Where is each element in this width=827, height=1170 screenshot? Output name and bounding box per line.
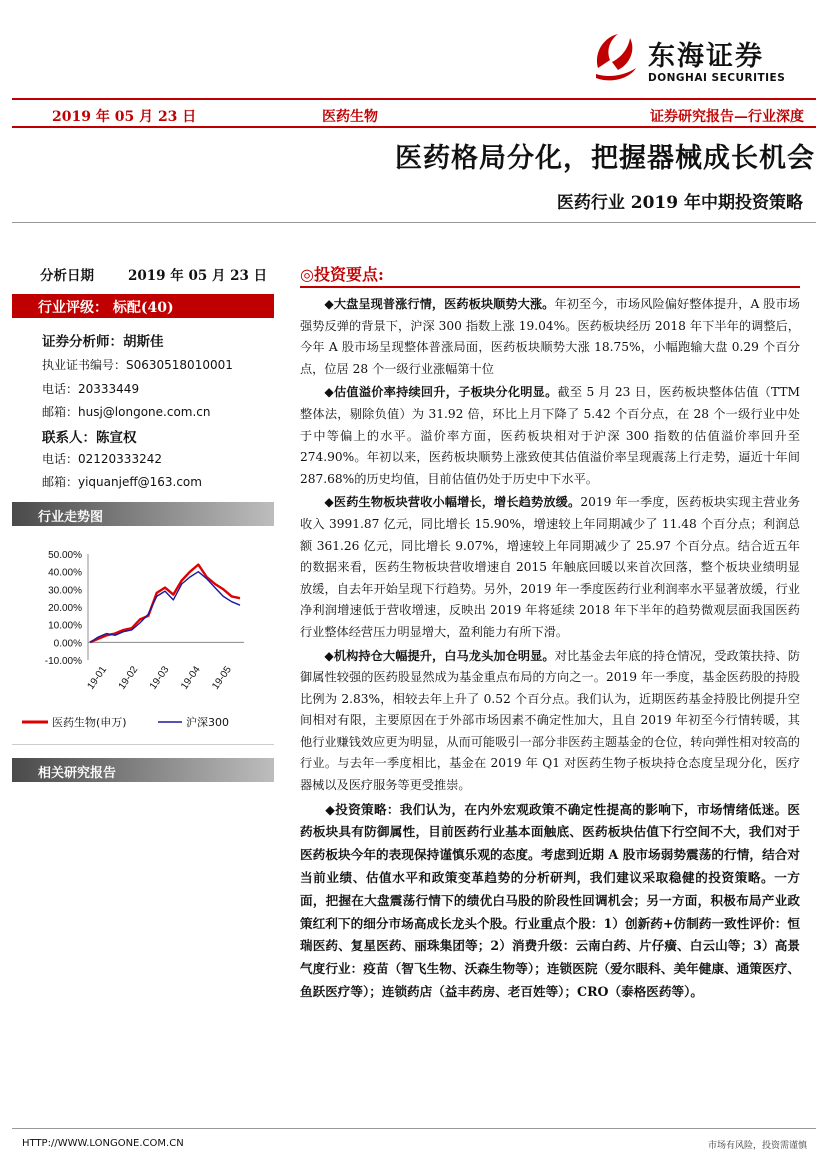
x-tick-label: 19-04	[179, 664, 203, 692]
logo-cn-text: 东海证券	[648, 41, 764, 72]
report-title: 医药格局分化，把握器械成长机会	[395, 143, 815, 174]
report-subtitle: 医药行业 2019 年中期投资策略	[556, 193, 803, 213]
industry-trend-chart	[12, 540, 274, 740]
y-tick-label: -10.00%	[44, 656, 82, 667]
industry-rating: 行业评级： 标配(40)	[12, 294, 274, 318]
license-number: 执业证书编号：S0630518010001	[42, 358, 233, 372]
y-tick-label: 30.00%	[48, 585, 82, 597]
x-tick-label: 19-02	[116, 664, 141, 692]
key-point-text: 2019 年一季度，医药板块实现主营业务收入 3991.87 亿元，同比增长 15.90%，增速较上年同期减少了 11.48 个百分点；利润总额 361.26 亿元，同比增长 9.07%，增速较上年同期减少了 25.97 个百分点。结合近五年的数据来看，医药生物板块营收增速自 2015 年触底回暖以来首次回落，整个板块业绩明显放缓，自去年开始呈现下行趋势。另外，2019 年一季度医药行业利润率水平显著放缓，行业净利润增速低于营收增速，反映出 2019 年将延续 2018 年下半年的趋势微观层面我国医药行业整体经营压力明显增大，盈利能力有所下滑。	[300, 495, 801, 639]
y-tick-label: 40.00%	[48, 567, 82, 579]
y-tick-label: 10.00%	[48, 620, 82, 632]
logo-mark-icon	[590, 28, 642, 84]
contact-email[interactable]: 邮箱：yiquanjeff@163.com	[42, 475, 202, 489]
legend-label: 医药生物(申万)	[52, 716, 127, 729]
divider	[12, 744, 274, 745]
key-point-heading: ◆估值溢价率持续回升，子板块分化明显。	[324, 385, 558, 400]
x-tick-label: 19-01	[85, 664, 110, 692]
related-reports-header: 相关研究报告	[12, 758, 274, 782]
key-points-title: ◎投资要点:	[300, 265, 384, 284]
key-point-text: 对比基金去年底的持仓情况，受政策扶持、防御属性较强的医药股显然成为基金重点布局的方向之一。2019 年一季度，基金医药股的持股比例为 2.83%，相较去年上升了 0.52 个百分点。我们认为，近期医药基金持股比例提升空间相对有限，主要原因在于外部市场因素不确定性加大，且自 2019 年初至今行情转暖，其他行业赚钱效应更为明显，从而可能吸引一部分非医药主题基金的仓位，转向弹性相对较高的行业。与去年一季度相比，基金在 2019 年 Q1 对医药生物子板块持仓态度呈现分化，医疗器械以及医疗服务等更受推崇。	[300, 648, 801, 793]
analyst-email[interactable]: 邮箱：husj@longone.com.cn	[42, 405, 211, 419]
key-point-text: 年初至今，市场风险偏好整体提升，A 股市场强势反弹的背景下，沪深 300 指数上涨 19.04%。医药板块经历 2018 年下半年的调整后，今年 A 股市场呈现整体普涨局面，医药板块顺势大涨 18.75%，小幅跑输大盘 0.29 个百分点，位居 28 个一级行业涨幅第十位	[300, 297, 800, 376]
x-tick-label: 19-05	[210, 664, 234, 692]
key-point-heading: ◆大盘呈现普涨行情，医药板块顺势大涨。	[324, 297, 555, 311]
key-point-text: 截至 5 月 23 日，医药板块整体估值（TTM 整体法，剔除负值）为 31.92 倍，环比上月下降了 5.42 个百分点，在 28 个一级行业中处于中等偏上的水平。溢价率方面，医药板块相对于沪深 300 指数的估值溢价率回升至 274.90%。年初以来，医药板块顺势上涨致使其估值溢价率呈现震荡上行走势，逼近十年间 287.68%的历史均值，目前估值仍处于历史中下水平。	[300, 385, 800, 486]
logo-en-text: DONGHAI SECURITIES	[648, 72, 786, 84]
y-tick-label: 0.00%	[53, 638, 82, 650]
key-point-paragraph	[300, 646, 800, 797]
analysis-date: 2019 年 05 月 23 日	[128, 268, 268, 284]
key-points-body	[300, 294, 800, 1006]
footer-disclaimer: 市场有风险，投资需谨慎	[707, 1141, 807, 1151]
divider	[12, 1128, 816, 1129]
trend-chart-header: 行业走势图	[12, 502, 274, 526]
legend-label: 沪深300	[186, 716, 229, 729]
report-meta-bar	[12, 98, 816, 128]
company-logo	[590, 28, 820, 88]
divider	[300, 286, 800, 288]
key-point-paragraph	[300, 492, 800, 643]
key-point-heading: ◆机构持仓大幅提升，白马龙头加仓明显。	[324, 648, 555, 663]
footer-url[interactable]: HTTP://WWW.LONGONE.COM.CN	[22, 1138, 184, 1149]
analysis-date-label: 分析日期	[40, 268, 94, 284]
report-date: 2019 年 05 月 23 日	[52, 109, 197, 125]
y-tick-label: 50.00%	[48, 550, 82, 561]
analyst-phone: 电话：20333449	[42, 382, 140, 396]
key-point-paragraph	[300, 382, 800, 490]
series-line	[90, 565, 240, 643]
key-point-paragraph	[300, 294, 800, 380]
analyst-name: 证券分析师：胡斯佳	[42, 334, 164, 350]
divider	[12, 222, 816, 223]
series-line	[90, 572, 240, 643]
investment-strategy: ◆投资策略：我们认为，在内外宏观政策不确定性提高的影响下，市场情绪低迷。医药板块具有防御属性，目前医药行业基本面触底、医药板块估值下行空间不大，我们对于医药板块今年的表现保持谨慎乐观的态度。考虑到近期 A 股市场弱势震荡的行情，结合对当前业绩、估值水平和政策变革趋势的分析研判，我们建议采取稳健的投资策略。一方面，把握在大盘震荡行情下的绩优白马股的阶段性回调机会；另一方面，积极布局产业政策红利下的细分市场高成长龙头个股。行业重点个股：1）创新药+仿制药一致性评价：恒瑞医药、复星医药、丽珠集团等；2）消费升级：云南白药、片仔癀、白云山等；3）高景气度行业：疫苗（智飞生物、沃森生物等）；连锁医院（爱尔眼科、美年健康、通策医疗、鱼跃医疗等）；连锁药店（益丰药房、老百姓等）；CRO（泰格医药等）。	[300, 801, 800, 1000]
key-point-heading: ◆医药生物板块营收小幅增长，增长趋势放缓。	[324, 495, 581, 510]
y-tick-label: 20.00%	[48, 603, 82, 614]
report-type: 证券研究报告—行业深度	[650, 109, 804, 125]
x-tick-label: 19-03	[147, 664, 172, 692]
contact-name: 联系人：陈宣权	[42, 430, 137, 446]
report-sector: 医药生物	[322, 109, 378, 125]
contact-phone: 电话：02120333242	[42, 452, 162, 466]
